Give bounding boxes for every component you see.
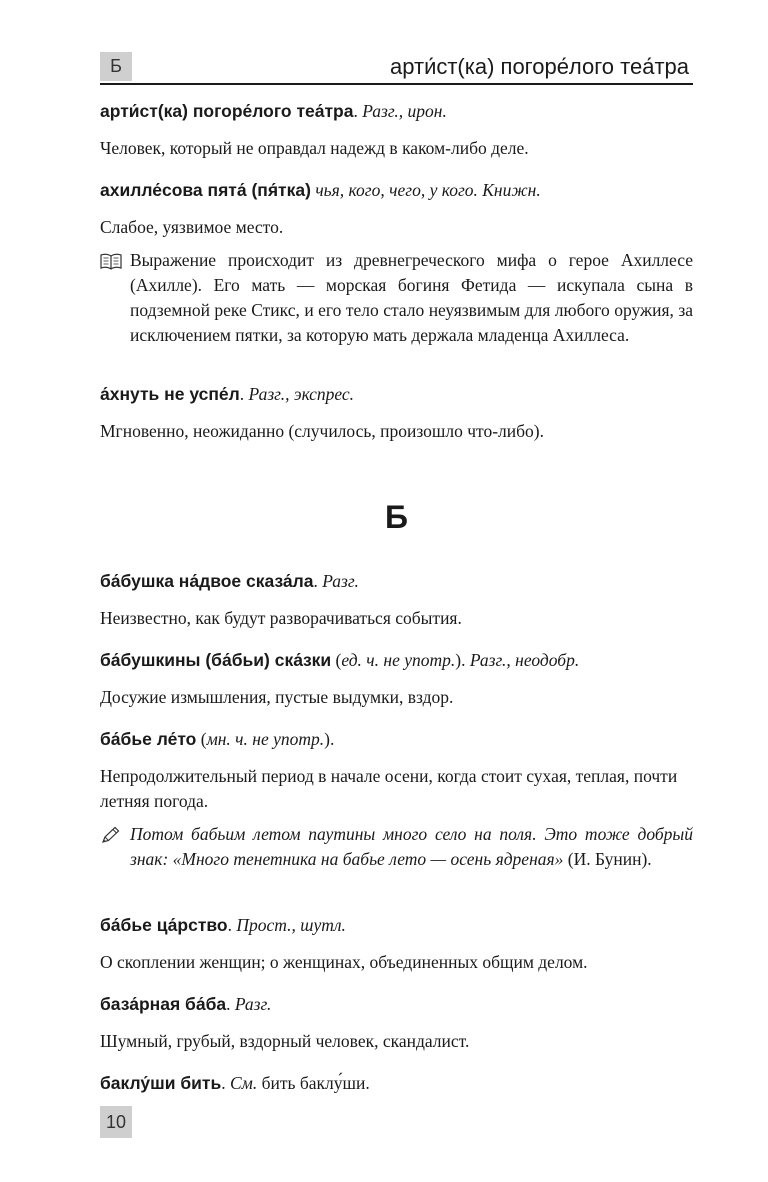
cross-reference: бить баклу́ши.	[257, 1073, 370, 1093]
running-header	[100, 51, 693, 85]
entry-babye-leto	[100, 727, 693, 872]
definition: Человек, который не оправдал надежд в каком-либо деле.	[100, 138, 529, 158]
usage-labels: Прост., шутл.	[236, 915, 346, 935]
entry-bazarnaya-baba	[100, 992, 693, 1054]
entry-artist	[100, 99, 693, 161]
punct: .	[239, 384, 249, 404]
usage-labels: Разг.	[322, 571, 359, 591]
definition: Шумный, грубый, вздорный человек, скандалист.	[100, 1031, 470, 1051]
headword: ба́бье ца́рство	[100, 915, 228, 935]
grammar-note: ед. ч. не употр.	[341, 650, 456, 670]
usage-labels: Разг., ирон.	[362, 101, 447, 121]
entry-babushka-nadvoe	[100, 569, 693, 631]
open-book-icon	[100, 252, 122, 270]
headword: а́хнуть не успе́л	[100, 384, 240, 404]
headword: база́рная ба́ба	[100, 994, 227, 1014]
paren-open: (	[196, 729, 207, 749]
quote-source: (И. Бунин).	[563, 849, 652, 869]
quote-example	[100, 822, 693, 872]
punct: .	[221, 1073, 230, 1093]
usage-labels: Разг., экспрес.	[248, 384, 355, 404]
headword: арти́ст(ка) погоре́лого теа́тра	[100, 101, 354, 121]
entry-achilles-heel	[100, 178, 693, 348]
grammar-note: мн. ч. не употр.	[206, 729, 325, 749]
note-text: Выражение происходит из древнегреческого мифа о герое Ахиллесе (Ахилле). Его мать — морская богиня Фетида — искупала сына в подземной реке Стикс, и его тело стало неуязвимым для любого оружия, за исключением пятки, за которую мать держала младенца Ахиллеса.	[130, 250, 693, 345]
usage-labels: Разг., неодобр.	[469, 650, 580, 670]
header-section-letter: Б	[100, 52, 132, 81]
definition: Неизвестно, как будут разворачиваться события.	[100, 608, 462, 628]
see-label: См.	[230, 1073, 258, 1093]
definition: Мгновенно, неожиданно (случилось, произошло что-либо).	[100, 421, 544, 441]
section-heading-letter: Б	[385, 499, 408, 535]
entry-baklushi-bit	[100, 1071, 693, 1097]
definition: Досужие измышления, пустые выдумки, вздор.	[100, 687, 454, 707]
paren-open: (	[331, 650, 342, 670]
entry-babye-tsarstvo	[100, 913, 693, 975]
pencil-icon	[100, 826, 122, 844]
punct: .	[313, 571, 323, 591]
headword: ба́бушкины (ба́бьи) ска́зки	[100, 650, 332, 670]
paren-close: ).	[324, 729, 335, 749]
definition: О скоплении женщин; о женщинах, объединенных общим делом.	[100, 952, 588, 972]
definition: Слабое, уязвимое место.	[100, 217, 284, 237]
punct: .	[226, 994, 235, 1014]
usage-labels: Разг.	[234, 994, 272, 1014]
headword: ба́бье ле́то	[100, 729, 197, 749]
quote-text: Потом бабьим летом паутины много село на поля. Это тоже добрый знак: «Много тенетника на бабье лето — осень ядреная»	[130, 824, 693, 869]
etymology-note	[100, 248, 693, 348]
punct: .	[227, 915, 237, 935]
headword: баклу́ши бить	[100, 1073, 222, 1093]
entry-akhnut	[100, 382, 693, 444]
definition: Непродолжительный период в начале осени, когда стоит сухая, теплая, почти летняя погода.	[100, 766, 678, 811]
entry-babushkiny-skazki	[100, 648, 693, 710]
usage-labels: чья, кого, чего, у кого. Книжн.	[315, 180, 541, 200]
header-running-title: арти́ст(ка) погоре́лого теа́тра	[390, 54, 689, 79]
headword: ахилле́сова пята́ (пя́тка)	[100, 180, 311, 200]
paren-close: ).	[455, 650, 470, 670]
page-number: 10	[100, 1106, 132, 1138]
punct: .	[353, 101, 363, 121]
headword: ба́бушка на́двое сказа́ла	[100, 571, 314, 591]
